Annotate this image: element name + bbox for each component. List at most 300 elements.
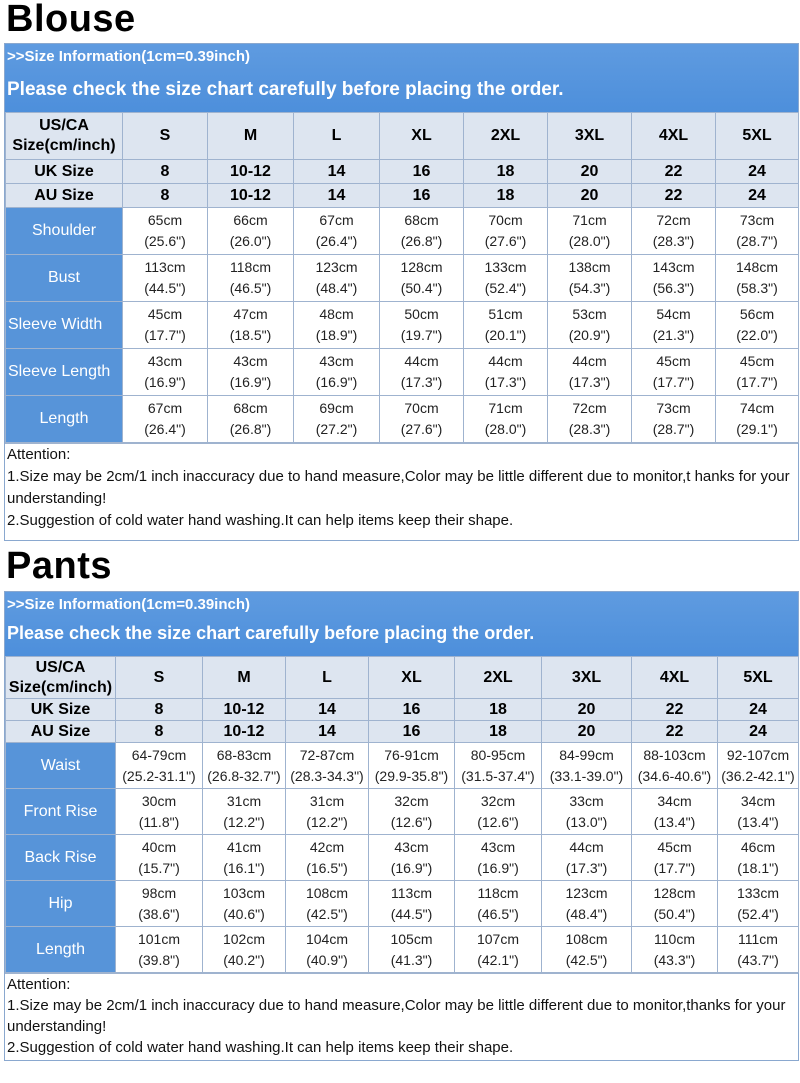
cm-value: 67cm [147,400,183,416]
size-table-body [6,657,799,973]
inch-value: (42.5") [565,951,608,968]
inch-value: (48.4") [565,905,608,922]
uk-size-cell: 8 [123,160,208,184]
cm-value: 84-99cm [559,746,614,763]
cm-value: 133cm [484,259,527,275]
measurement-cell [286,835,369,881]
measurement-cell [203,789,286,835]
au-size-cell: 10-12 [203,721,286,743]
measurement-cell [380,302,464,349]
inch-value: (17.3") [400,374,443,390]
measurement-cell [548,396,632,443]
measurement-label: Shoulder [6,208,123,255]
measurement-cell [718,743,799,789]
size-table [5,656,799,973]
cm-value: 107cm [476,930,520,947]
note-measure: 1.Size may be 2cm/1 inch inaccuracy due to hand measure,Color may be little different due to monitor,thanks for your understanding! [7,997,786,1035]
cm-value: 128cm [653,884,696,901]
cm-value: 67cm [319,212,354,228]
check-notice: Please check the size chart carefully before placing the order. [7,79,564,100]
inch-value: (27.6") [484,233,527,249]
measurement-cell [116,743,203,789]
inch-value: (44.5") [390,905,433,922]
uk-size-cell: 14 [286,699,369,721]
measurement-cell [123,208,208,255]
inch-value: (31.5-37.4") [461,767,535,784]
measurement-cell [542,789,632,835]
inch-value: (21.3") [652,327,695,343]
measurement-cell [208,396,294,443]
cm-value: 43cm [147,353,183,369]
inch-value: (54.3") [568,280,611,296]
size-table [5,112,799,443]
measurement-cell [208,349,294,396]
measurement-cell [464,255,548,302]
inch-value: (26.8") [400,233,443,249]
measurement-label: Length [6,927,116,973]
measurement-cell [542,835,632,881]
size-header-cell: XL [380,113,464,160]
cm-value: 43cm [480,838,516,855]
inch-value: (40.9") [306,951,348,968]
measurement-cell [203,835,286,881]
inch-value: (34.6-40.6") [637,767,712,784]
cm-value: 45cm [739,353,775,369]
inch-value: (25.6") [144,233,186,249]
inch-value: (46.5") [229,280,272,296]
cm-value: 123cm [315,259,358,275]
au-size-cell: 8 [116,721,203,743]
measurement-cell [123,349,208,396]
uk-size-row [6,699,799,721]
measurement-cell [369,927,455,973]
inch-value: (28.7") [736,233,778,249]
cm-value: 111cm [738,930,778,947]
size-header-cell: S [123,113,208,160]
cm-value: 34cm [740,792,776,809]
inch-value: (42.5") [306,905,348,922]
cm-value: 30cm [141,792,177,809]
inch-value: (41.3") [390,951,433,968]
measurement-cell [286,927,369,973]
au-size-cell: 20 [548,184,632,208]
measurement-row [6,789,799,835]
inch-value: (17.7") [144,327,186,343]
measurement-cell [286,881,369,927]
inch-value: (20.1") [484,327,527,343]
inch-value: (29.1") [736,421,778,437]
inch-value: (16.1") [223,859,265,876]
cm-value: 76-91cm [384,746,439,763]
measurement-cell [380,255,464,302]
au-size-cell: 18 [455,721,542,743]
uk-size-cell: 10-12 [203,699,286,721]
measurement-cell [632,789,718,835]
cm-value: 48cm [319,306,354,322]
cm-value: 40cm [141,838,177,855]
inch-value: (27.2") [315,421,358,437]
measurement-cell [632,255,716,302]
size-chart-panel [4,43,799,541]
inch-value: (43.3") [653,951,696,968]
inch-value: (44.5") [144,280,186,296]
cm-value: 45cm [147,306,183,322]
measurement-cell [208,255,294,302]
cm-value: 50cm [404,306,439,322]
size-header-cell: 4XL [632,657,718,699]
inch-value: (52.4") [737,905,779,922]
au-size-cell: 18 [464,184,548,208]
measurement-cell [632,349,716,396]
inch-value: (17.7") [736,374,778,390]
corner-header-cell [6,657,116,699]
measurement-cell [208,302,294,349]
cm-value: 104cm [305,930,349,947]
inch-value: (36.2-42.1") [721,767,795,784]
cm-value: 74cm [739,400,775,416]
corner-line2: Size(cm/inch) [8,678,113,696]
cm-value: 68cm [233,400,268,416]
inch-value: (50.4") [400,280,443,296]
uk-size-cell: 20 [542,699,632,721]
au-size-cell: 24 [716,184,799,208]
cm-value: 32cm [394,792,429,809]
measurement-cell [548,349,632,396]
measurement-cell [369,743,455,789]
measurement-label: Bust [6,255,123,302]
measurement-row [6,349,799,396]
cm-value: 72cm [572,400,607,416]
cm-value: 143cm [652,259,695,275]
uk-size-cell: 14 [294,160,380,184]
inch-value: (18.9") [315,327,358,343]
measurement-cell [123,396,208,443]
inch-value: (18.5") [229,327,272,343]
measurement-cell [203,881,286,927]
corner-line1: US/CA [35,658,86,676]
measurement-cell [716,208,799,255]
measurement-cell [116,881,203,927]
inch-value: (28.7") [652,421,695,437]
section-title: Pants [6,545,112,587]
measurement-cell [286,789,369,835]
inch-value: (17.3") [565,859,608,876]
inch-value: (26.8-32.7") [207,767,281,784]
inch-value: (15.7") [138,859,180,876]
header-row [6,657,799,699]
cm-value: 44cm [404,353,439,369]
measurement-cell [632,396,716,443]
cm-value: 42cm [309,838,345,855]
inch-value: (26.8") [229,421,272,437]
inch-value: (28.0") [484,421,527,437]
cm-value: 44cm [572,353,607,369]
measurement-cell [369,835,455,881]
measurement-cell [294,349,380,396]
cm-value: 66cm [233,212,268,228]
inch-value: (46.5") [477,905,519,922]
size-header-cell: M [208,113,294,160]
cm-value: 88-103cm [643,746,706,763]
measurement-cell [116,835,203,881]
uk-size-cell: 8 [116,699,203,721]
note-measure: 1.Size may be 2cm/1 inch inaccuracy due to hand measure,Color may be little different due to monitor,t hanks for your understanding! [7,468,790,507]
measurement-cell [464,302,548,349]
inch-value: (16.5") [306,859,348,876]
measurement-cell [116,927,203,973]
au-size-row [6,184,799,208]
measurement-cell [716,255,799,302]
cm-value: 118cm [230,259,271,275]
au-size-cell: 14 [294,184,380,208]
measurement-row [6,396,799,443]
measurement-cell [548,208,632,255]
note-washing: 2.Suggestion of cold water hand washing.It can help items keep their shape. [7,1039,514,1056]
measurement-label: Sleeve Length [6,349,123,396]
measurement-cell [369,881,455,927]
uk-size-cell: 22 [632,699,718,721]
measurement-label: Front Rise [6,789,116,835]
size-header-cell: L [286,657,369,699]
inch-value: (52.4") [484,280,527,296]
measurement-cell [718,835,799,881]
cm-value: 102cm [222,930,266,947]
cm-value: 47cm [233,306,268,322]
measurement-cell [716,302,799,349]
size-header-cell: 2XL [455,657,542,699]
inch-value: (29.9-35.8") [374,767,449,784]
inch-value: (28.3-34.3") [290,767,364,784]
uk-size-label: UK Size [6,699,116,721]
uk-size-cell: 24 [716,160,799,184]
au-size-cell: 14 [286,721,369,743]
size-header-cell: 4XL [632,113,716,160]
inch-value: (17.7") [652,374,695,390]
check-notice: Please check the size chart carefully before placing the order. [7,623,535,643]
cm-value: 45cm [656,353,691,369]
measurement-cell [294,302,380,349]
cm-value: 64-79cm [131,746,187,763]
cm-value: 133cm [736,884,780,901]
measurement-row [6,927,799,973]
size-header-cell: L [294,113,380,160]
note-washing: 2.Suggestion of cold water hand washing.It can help items keep their shape. [7,512,514,529]
measurement-cell [455,743,542,789]
pants-section [0,545,800,1083]
info-banner [5,44,798,112]
cm-value: 33cm [569,792,604,809]
cm-value: 108cm [565,930,608,947]
measurement-cell [455,881,542,927]
inch-value: (22.0") [736,327,778,343]
inch-value: (28.3") [652,233,695,249]
measurement-row [6,255,799,302]
cm-value: 73cm [656,400,691,416]
measurement-cell [294,208,380,255]
inch-value: (12.2") [223,813,265,830]
size-header-cell: 5XL [716,113,799,160]
uk-size-cell: 20 [548,160,632,184]
inch-value: (16.9") [315,374,358,390]
au-size-cell: 16 [369,721,455,743]
section-title: Blouse [6,0,136,40]
cm-value: 113cm [144,259,186,275]
inch-value: (16.9") [229,374,272,390]
measurement-label: Sleeve Width [6,302,123,349]
au-size-cell: 10-12 [208,184,294,208]
measurement-cell [455,835,542,881]
uk-size-row [6,160,799,184]
inch-value: (17.3") [484,374,527,390]
cm-value: 43cm [233,353,268,369]
measurement-cell [718,789,799,835]
inch-value: (28.3") [568,421,611,437]
measurement-row [6,835,799,881]
cm-value: 71cm [572,212,607,228]
measurement-cell [123,302,208,349]
inch-value: (16.9") [144,374,186,390]
inch-value: (26.4") [144,421,186,437]
size-chart-panel [4,591,799,1061]
measurement-cell [464,349,548,396]
measurement-cell [380,349,464,396]
cm-value: 128cm [400,259,443,275]
au-size-cell: 22 [632,184,716,208]
measurement-label: Length [6,396,123,443]
cm-value: 73cm [739,212,775,228]
measurement-cell [380,396,464,443]
size-info-text: >>Size Information(1cm=0.39inch) [7,596,250,613]
cm-value: 110cm [654,930,695,947]
measurement-cell [548,255,632,302]
inch-value: (12.6") [390,813,433,830]
au-size-row [6,721,799,743]
cm-value: 32cm [480,792,516,809]
cm-value: 51cm [488,306,523,322]
cm-value: 72cm [656,212,691,228]
measurement-cell [116,789,203,835]
measurement-row [6,208,799,255]
inch-value: (39.8") [138,951,180,968]
attention-notes [5,443,798,540]
measurement-cell [718,881,799,927]
cm-value: 54cm [656,306,691,322]
inch-value: (12.2") [306,813,348,830]
header-row [6,113,799,160]
cm-value: 65cm [147,212,183,228]
cm-value: 80-95cm [470,746,526,763]
cm-value: 70cm [404,400,439,416]
cm-value: 44cm [569,838,604,855]
attention-heading: Attention: [7,446,71,463]
attention-notes [5,973,798,1060]
inch-value: (27.6") [400,421,443,437]
inch-value: (56.3") [652,280,695,296]
cm-value: 41cm [226,838,262,855]
inch-value: (40.2") [223,951,265,968]
measurement-cell [208,208,294,255]
measurement-cell [123,255,208,302]
cm-value: 53cm [572,306,607,322]
cm-value: 70cm [488,212,523,228]
inch-value: (48.4") [315,280,358,296]
inch-value: (33.1-39.0") [549,767,624,784]
cm-value: 69cm [319,400,354,416]
corner-header-cell [6,113,123,160]
cm-value: 105cm [390,930,433,947]
measurement-cell [464,208,548,255]
corner-line2: Size(cm/inch) [12,137,116,154]
inch-value: (17.3") [568,374,611,390]
uk-size-cell: 16 [369,699,455,721]
au-size-cell: 16 [380,184,464,208]
inch-value: (58.3") [736,280,778,296]
measurement-cell [548,302,632,349]
attention-heading: Attention: [7,976,71,993]
measurement-cell [542,743,632,789]
au-size-cell: 8 [123,184,208,208]
measurement-label: Waist [6,743,116,789]
size-header-cell: 3XL [542,657,632,699]
inch-value: (43.7") [737,951,779,968]
measurement-cell [294,255,380,302]
measurement-cell [632,208,716,255]
cm-value: 31cm [309,792,345,809]
measurement-cell [718,927,799,973]
au-size-cell: 22 [632,721,718,743]
au-size-label: AU Size [6,184,123,208]
cm-value: 56cm [739,306,775,322]
inch-value: (13.4") [737,813,779,830]
inch-value: (11.8") [138,813,180,830]
cm-value: 103cm [222,884,266,901]
measurement-cell [542,927,632,973]
size-table-body [6,113,799,443]
measurement-cell [542,881,632,927]
inch-value: (26.0") [229,233,272,249]
measurement-row [6,743,799,789]
cm-value: 43cm [394,838,429,855]
measurement-cell [286,743,369,789]
uk-size-cell: 24 [718,699,799,721]
measurement-cell [632,881,718,927]
corner-line1: US/CA [39,117,89,134]
inch-value: (28.0") [568,233,611,249]
inch-value: (13.4") [653,813,696,830]
size-header-cell: M [203,657,286,699]
uk-size-cell: 18 [455,699,542,721]
size-header-cell: 5XL [718,657,799,699]
cm-value: 43cm [319,353,354,369]
size-header-cell: XL [369,657,455,699]
measurement-cell [203,927,286,973]
uk-size-cell: 16 [380,160,464,184]
cm-value: 118cm [477,884,519,901]
inch-value: (26.4") [315,233,358,249]
size-header-cell: 2XL [464,113,548,160]
measurement-cell [632,927,718,973]
inch-value: (38.6") [138,905,180,922]
inch-value: (40.6") [223,905,265,922]
cm-value: 31cm [226,792,262,809]
cm-value: 71cm [488,400,523,416]
au-size-cell: 20 [542,721,632,743]
size-info-text: >>Size Information(1cm=0.39inch) [7,48,250,65]
inch-value: (17.7") [653,859,696,876]
cm-value: 45cm [657,838,692,855]
info-banner [5,592,798,656]
measurement-row [6,302,799,349]
